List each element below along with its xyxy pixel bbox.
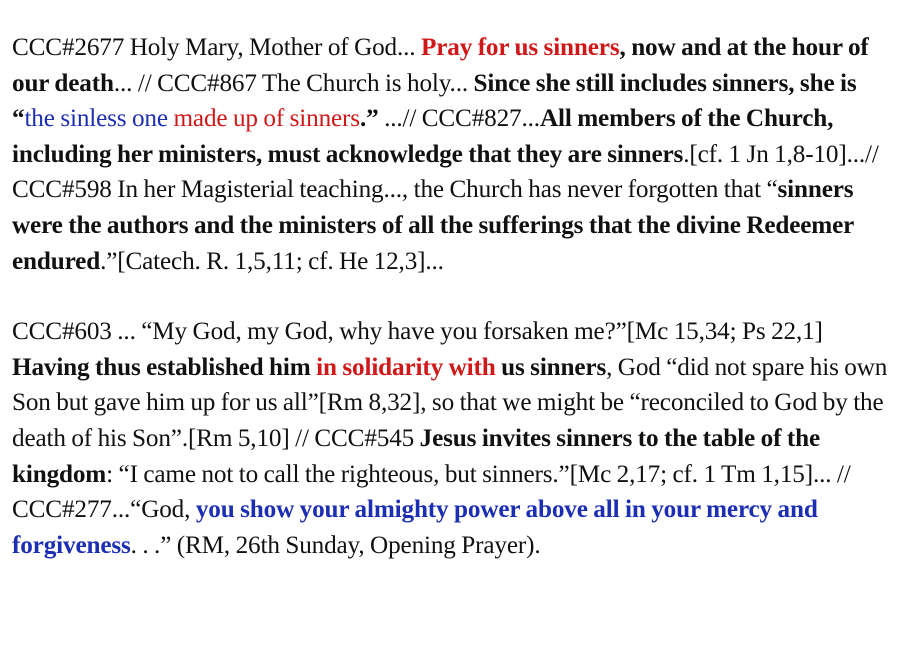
paragraph-ccc-quotes-2 [12,314,888,563]
text-run-regular: . . .” (RM, 26th Sunday, Opening Prayer). [130,531,541,559]
text-run-bold-red: Pray for us sinners [421,34,620,61]
text-run-bold-blue: you show your almighty power above all in your mercy and forgiveness [12,496,818,559]
text-run-regular: .[cf. 1 Jn 1,8-10]...// CCC#598 In her Magisterial teaching..., the Church has never forgotten that “ [12,140,879,204]
text-run-bold: Having thus established him [12,353,317,381]
text-run-regular: CCC#603 ... “My God, my God, why have you forsaken me?”[Mc 15,34; Ps 22,1] [12,318,823,346]
text-run-bold: us sinners [501,353,607,381]
text-run-bold: Since she still includes sinners, she is “ [12,69,857,133]
text-run-regular: ... // CCC#867 The Church is holy... [113,69,474,97]
text-run-regular: ...// CCC#827... [378,105,540,133]
text-run-bold: .” [359,105,379,133]
text-run-regular: : “I came not to call the righteous, but sinners.”[Mc 2,17; cf. 1 Tm 1,15]... // CCC#277...“God, [12,460,851,524]
text-run-regular: .”[Catech. R. 1,5,11; cf. He 12,3]... [100,247,444,275]
text-run-regular: , God “did not spare his own Son but gave him up for us all”[Rm 8,32], so that we might be “reconciled to God by the death of his Son”.[Rm 5,10] // CCC#545 [12,353,888,452]
text-run-regular-red: made up of sinners [173,105,360,133]
text-run-bold: All members of the Church, including her ministers, must acknowledge that they are sinners [12,105,834,168]
text-run-regular-blue: the sinless one [24,105,174,133]
text-run-bold-red: in solidarity with [316,353,502,381]
text-run-bold: Jesus invites sinners to the table of the kingdom [12,424,820,488]
text-run-bold: , now and at the hour of our death [12,34,869,97]
text-run-bold: sinners were the authors and the ministers of all the sufferings that the divine Redeemer endured [12,176,854,275]
paragraph-ccc-quotes-1 [12,30,888,279]
text-run-regular: CCC#2677 Holy Mary, Mother of God... [12,34,421,61]
